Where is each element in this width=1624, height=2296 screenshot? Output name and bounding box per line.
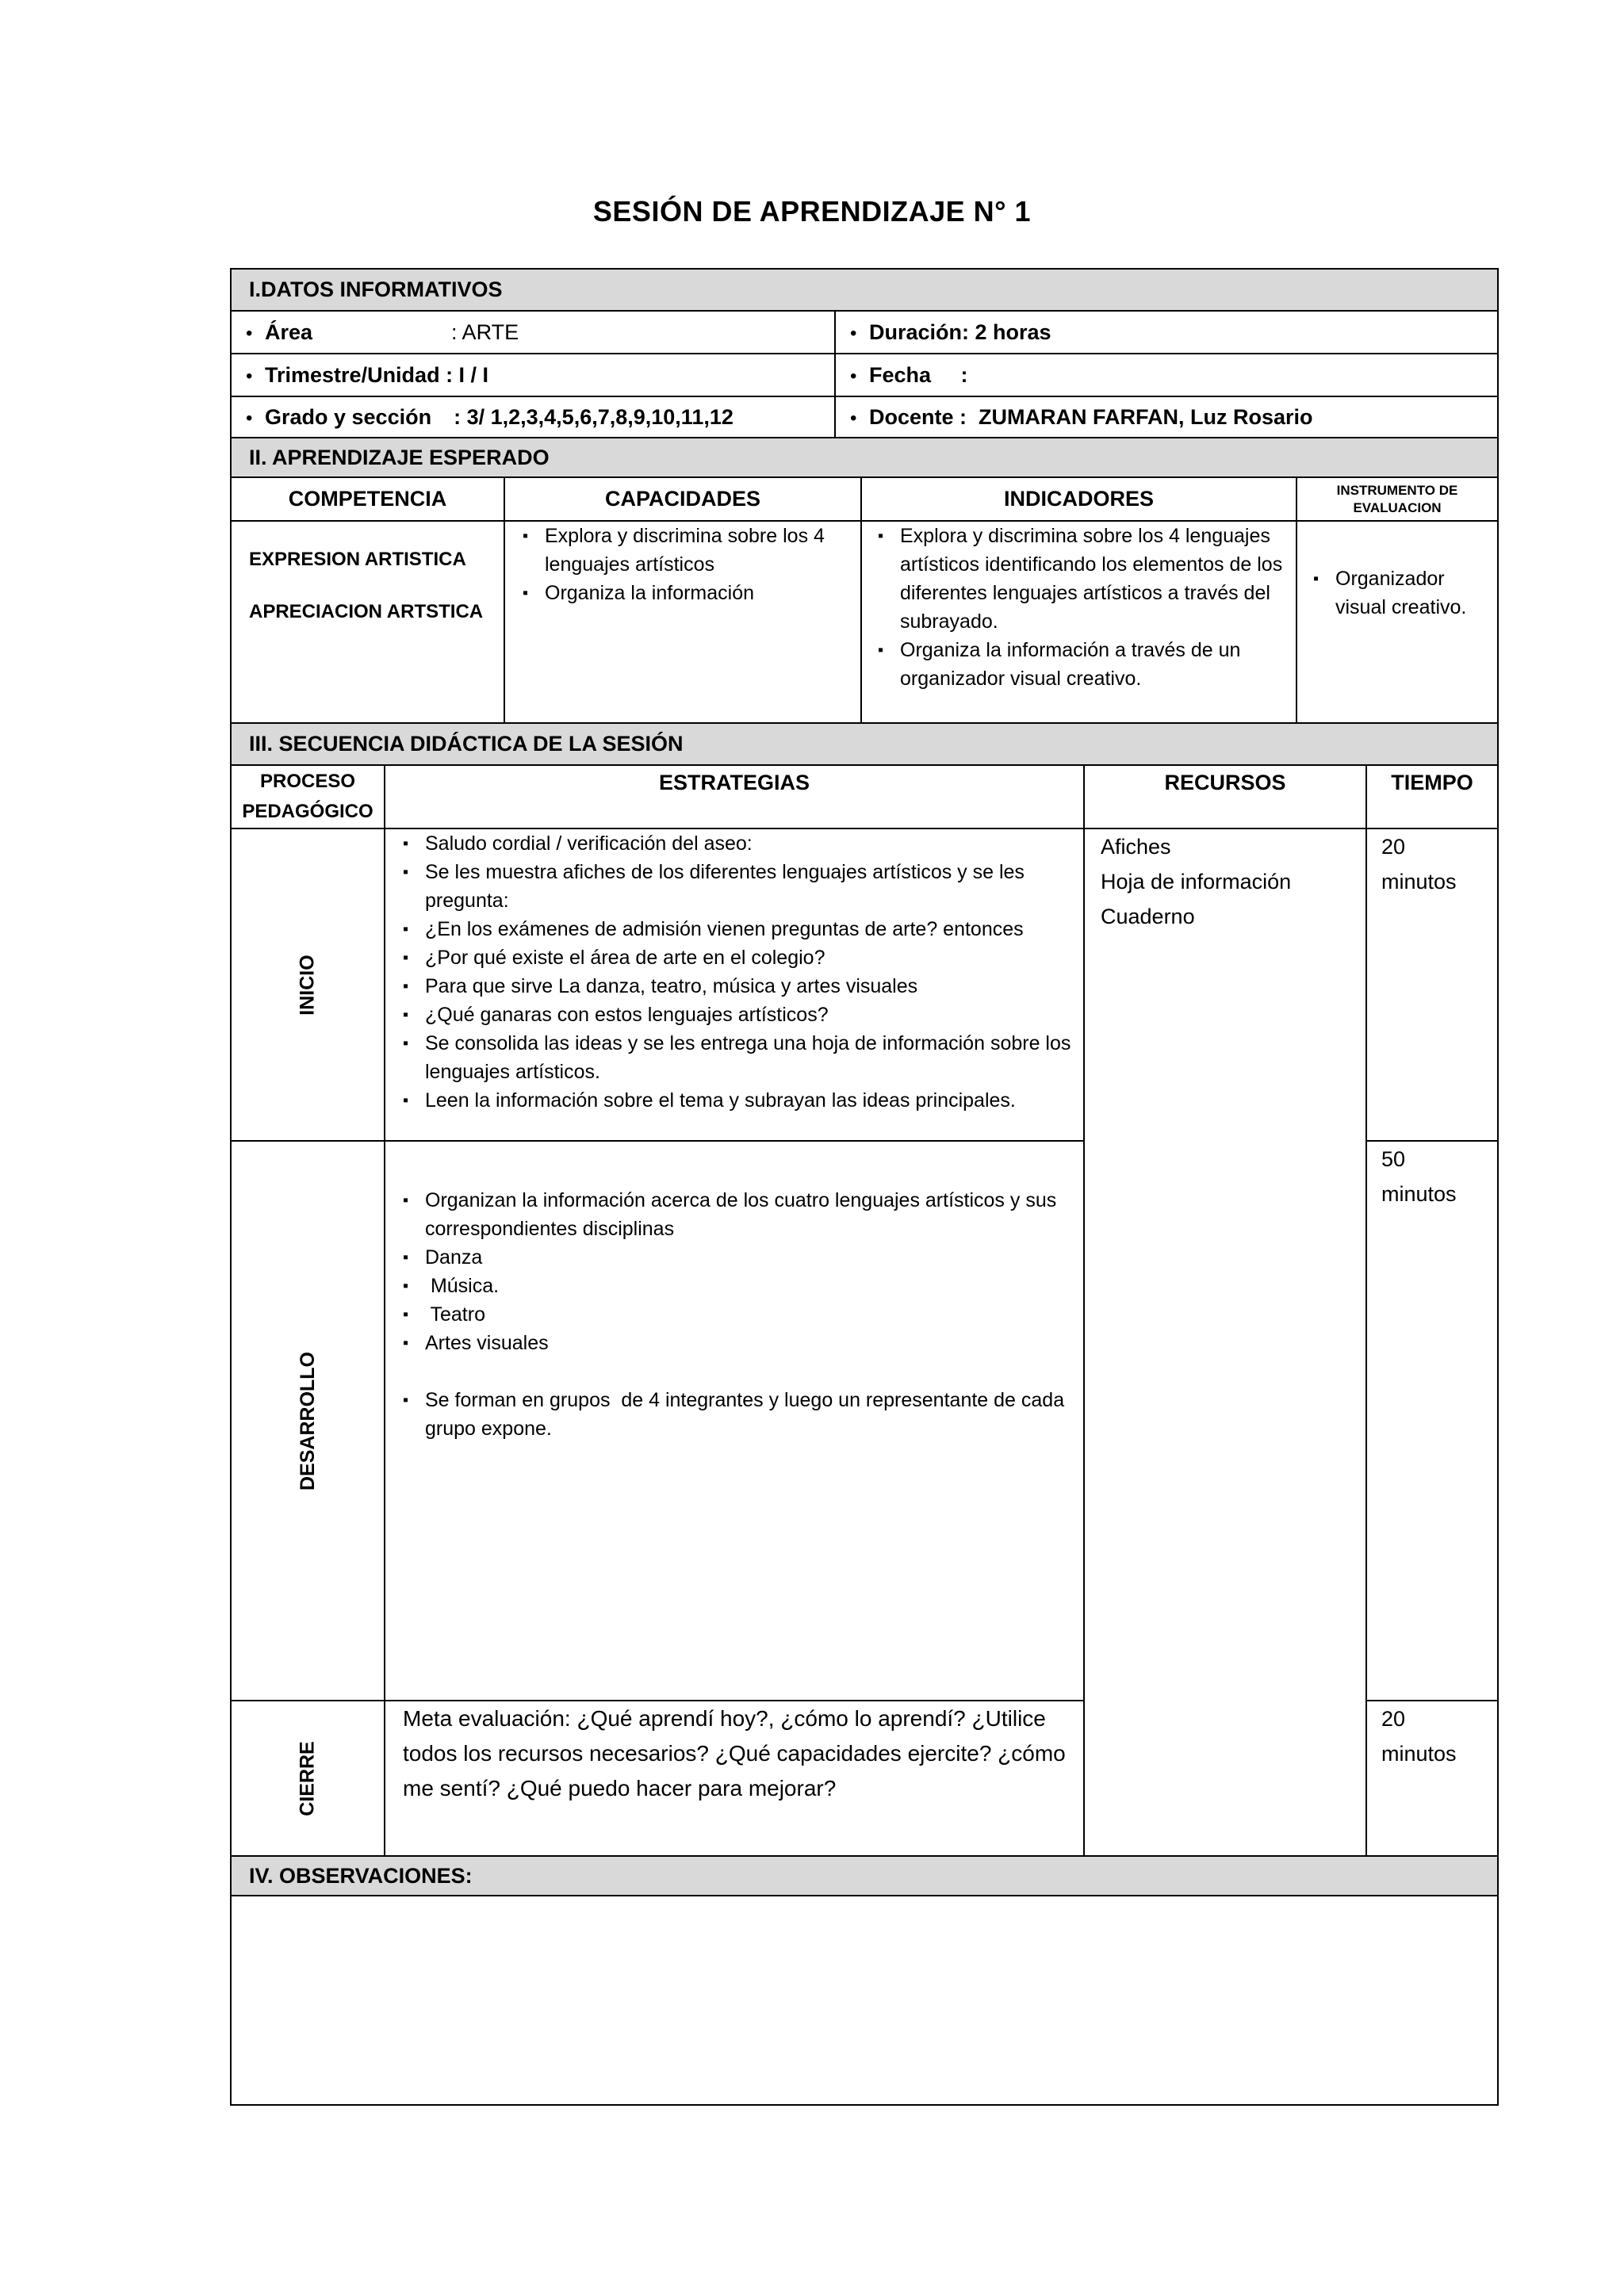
inicio-item: ▪ Saludo cordial / verificación del aseo: bbox=[403, 829, 1077, 858]
desarrollo-item: ▪ Artes visuales bbox=[403, 1329, 1077, 1357]
area-label: Área bbox=[265, 320, 313, 344]
cierre-label: CIERRE bbox=[296, 1740, 319, 1816]
inicio-item: ▪ Se les muestra afiches de los diferentes lenguajes artísticos y se les pregunta: bbox=[403, 858, 1077, 915]
docente-value: Docente : ZUMARAN FARFAN, Luz Rosario bbox=[869, 404, 1313, 429]
desarrollo-label: DESARROLLO bbox=[296, 1351, 319, 1490]
capacidades-header: CAPACIDADES bbox=[504, 477, 861, 521]
capacidad-item: ▪ Explora y discrimina sobre los 4 lenguajes artísticos bbox=[523, 522, 849, 579]
tiempo-header: TIEMPO bbox=[1366, 765, 1498, 828]
inicio-item: ▪ Para que sirve La danza, teatro, música y artes visuales bbox=[403, 972, 1077, 1001]
area-value: : ARTE bbox=[451, 320, 519, 344]
instrumento-cell bbox=[1297, 521, 1498, 725]
inicio-tiempo: 20 minutos bbox=[1381, 835, 1457, 894]
desarrollo-strategies bbox=[385, 1141, 1084, 1701]
section4-header: IV. OBSERVACIONES: bbox=[231, 1856, 1498, 1896]
recurso-item: Hoja de información bbox=[1101, 870, 1292, 894]
aprendizaje-esperado-table bbox=[230, 437, 1499, 726]
observaciones-body bbox=[231, 1896, 1498, 2105]
page-title: SESIÓN DE APRENDIZAJE N° 1 bbox=[592, 195, 1032, 228]
trimestre-cell: • Trimestre/Unidad : I / I bbox=[231, 354, 835, 396]
docente-cell: • Docente : ZUMARAN FARFAN, Luz Rosario bbox=[835, 396, 1498, 438]
inicio-label-cell bbox=[231, 828, 385, 1141]
grado-value: : 3/ 1,2,3,4,5,6,7,8,9,10,11,12 bbox=[454, 404, 733, 429]
datos-informativos-table bbox=[230, 268, 1499, 438]
inicio-item: ▪ Se consolida las ideas y se les entrega una hoja de información sobre los lenguajes artísticos. bbox=[403, 1029, 1077, 1086]
indicador-item: ▪ Explora y discrimina sobre los 4 lenguajes artísticos identificando los elementos de los diferentes lenguajes artísticos a través del subrayado. bbox=[878, 522, 1285, 636]
desarrollo-tiempo: 50 minutos bbox=[1381, 1147, 1457, 1206]
inicio-item: ▪ ¿En los exámenes de admisión vienen preguntas de arte? entonces bbox=[403, 915, 1077, 943]
indicador-item: ▪ Organiza la información a través de un organizador visual creativo. bbox=[878, 636, 1285, 693]
indicadores-header: INDICADORES bbox=[861, 477, 1297, 521]
duracion-cell: • Duración: 2 horas bbox=[835, 311, 1498, 354]
fecha-value: Fecha : bbox=[869, 362, 968, 387]
recurso-item: Afiches bbox=[1101, 835, 1171, 859]
proceso-header: PROCESO PEDAGÓGICO bbox=[231, 765, 385, 828]
competencia-2: APRECIACION ARTSTICA bbox=[249, 601, 484, 622]
instrumento-header: INSTRUMENTO DE EVALUACION bbox=[1297, 477, 1498, 521]
inicio-item: ▪ Leen la información sobre el tema y subrayan las ideas principales. bbox=[403, 1086, 1077, 1115]
fecha-cell: • Fecha : bbox=[835, 354, 1498, 396]
desarrollo-item: ▪ Danza bbox=[403, 1243, 1077, 1272]
cierre-strategies bbox=[385, 1701, 1084, 1856]
estrategias-header: ESTRATEGIAS bbox=[385, 765, 1084, 828]
observaciones-table bbox=[230, 1855, 1499, 2106]
competencia-header: COMPETENCIA bbox=[231, 477, 504, 521]
section1-header: I.DATOS INFORMATIVOS bbox=[231, 269, 1498, 311]
capacidades-cell bbox=[504, 521, 861, 725]
indicadores-cell bbox=[861, 521, 1297, 725]
competencia-1: EXPRESION ARTISTICA bbox=[249, 549, 466, 570]
recursos-header: RECURSOS bbox=[1084, 765, 1366, 828]
desarrollo-item: ▪ Música. bbox=[403, 1272, 1077, 1300]
cierre-tiempo: 20 minutos bbox=[1381, 1707, 1457, 1766]
cierre-label-cell bbox=[231, 1701, 385, 1856]
inicio-item: ▪ ¿Qué ganaras con estos lenguajes artísticos? bbox=[403, 1001, 1077, 1029]
desarrollo-item: ▪ Teatro bbox=[403, 1300, 1077, 1329]
section3-header: III. SECUENCIA DIDÁCTICA DE LA SESIÓN bbox=[231, 723, 1498, 765]
desarrollo-item: ▪ Organizan la información acerca de los cuatro lenguajes artísticos y sus correspondientes disciplinas bbox=[403, 1186, 1077, 1243]
grado-label: Grado y sección bbox=[265, 404, 432, 429]
trimestre-value: Trimestre/Unidad : I / I bbox=[265, 362, 489, 387]
desarrollo-label-cell bbox=[231, 1141, 385, 1701]
cierre-tiempo-cell bbox=[1366, 1701, 1498, 1856]
recurso-item: Cuaderno bbox=[1101, 905, 1195, 928]
desarrollo-tiempo-cell bbox=[1366, 1141, 1498, 1701]
area-cell: • Área : ARTE bbox=[231, 311, 835, 354]
section2-header: II. APRENDIZAJE ESPERADO bbox=[231, 438, 1498, 477]
grado-cell: • Grado y sección : 3/ 1,2,3,4,5,6,7,8,9,10,11,12 bbox=[231, 396, 835, 438]
inicio-label: INICIO bbox=[296, 954, 319, 1016]
capacidad-item: ▪ Organiza la información bbox=[523, 579, 849, 607]
inicio-tiempo-cell bbox=[1366, 828, 1498, 1141]
duracion-value: Duración: 2 horas bbox=[869, 320, 1051, 344]
secuencia-didactica-table bbox=[230, 722, 1499, 1857]
inicio-item: ▪ ¿Por qué existe el área de arte en el colegio? bbox=[403, 943, 1077, 972]
inicio-strategies bbox=[385, 828, 1084, 1141]
desarrollo-item: ▪ Se forman en grupos de 4 integrantes y luego un representante de cada grupo expone. bbox=[403, 1386, 1077, 1443]
competencia-cell bbox=[231, 521, 504, 725]
cierre-text: Meta evaluación: ¿Qué aprendí hoy?, ¿cómo lo aprendí? ¿Utilice todos los recursos necesarios? ¿Qué capacidades ejercite? ¿cómo me sentí? ¿Qué puedo hacer para mejorar? bbox=[403, 1706, 1066, 1800]
instrumento-item: ▪ Organizador visual creativo. bbox=[1313, 564, 1488, 622]
recursos-cell bbox=[1084, 828, 1366, 1856]
